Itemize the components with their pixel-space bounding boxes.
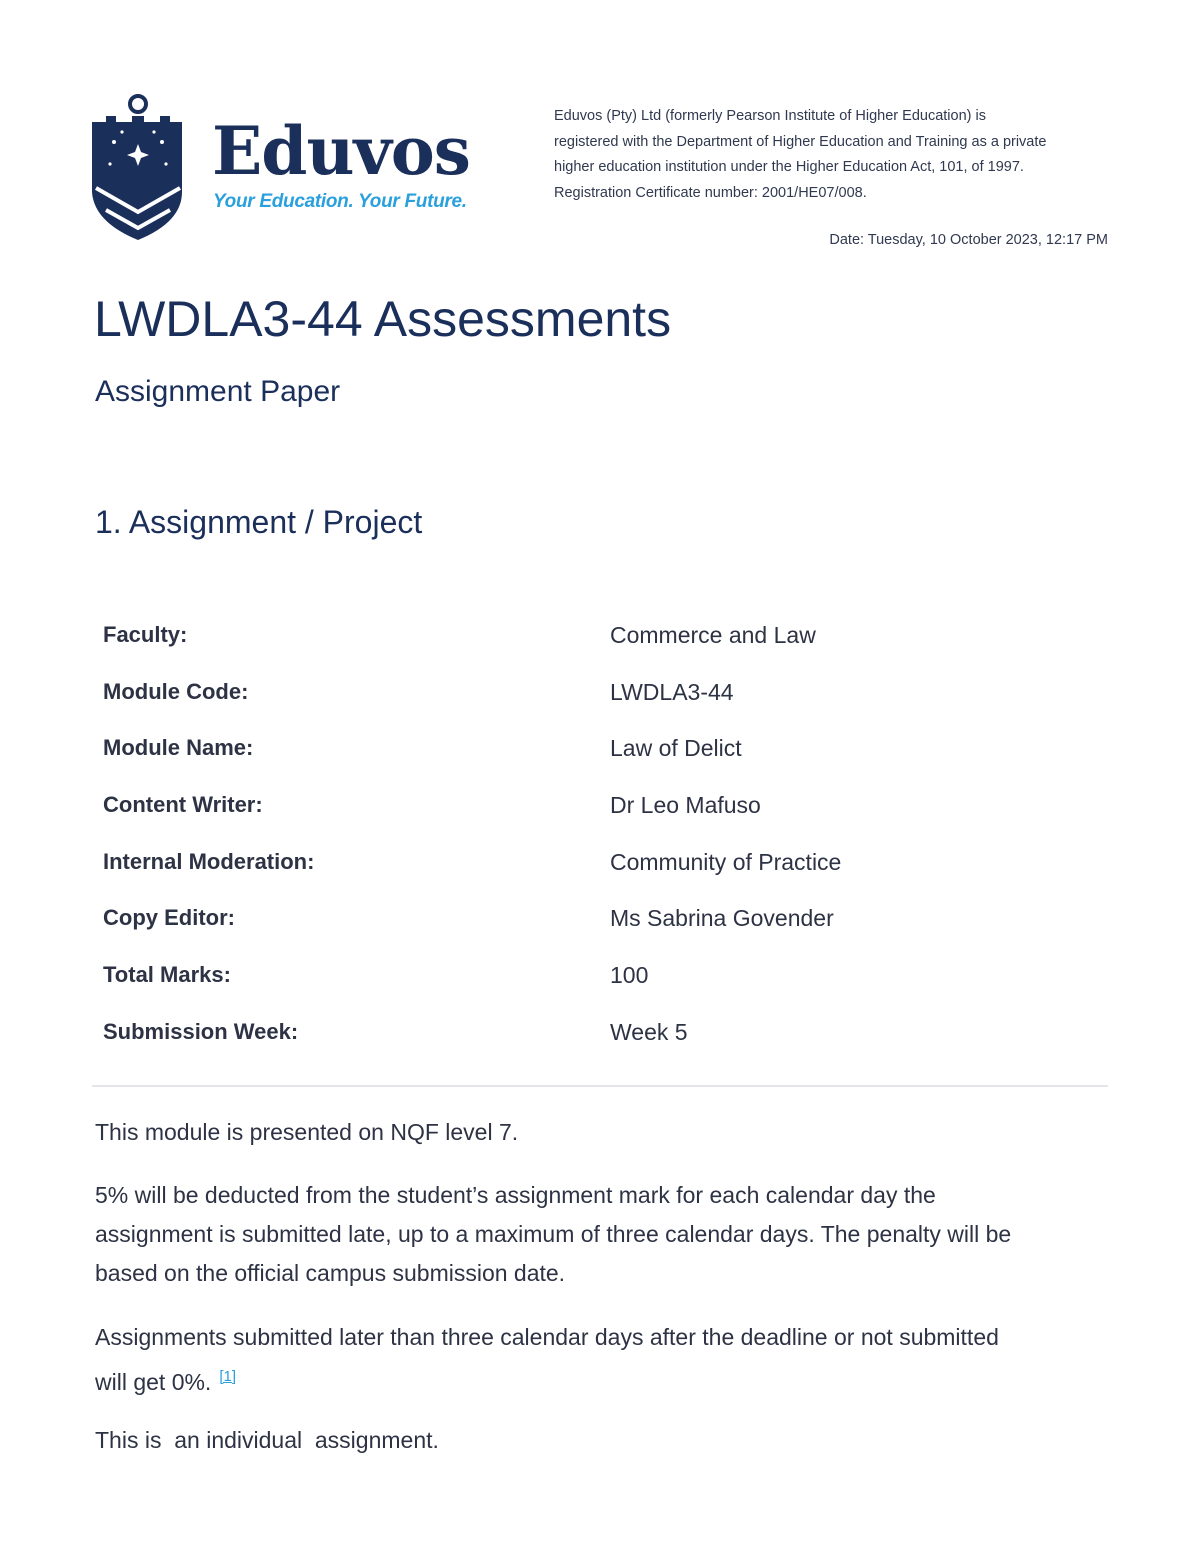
info-value: Ms Sabrina Govender — [610, 905, 834, 932]
info-row-submission-week — [103, 1015, 1103, 1072]
info-row-content-writer — [103, 788, 1103, 845]
document-date: Date: Tuesday, 10 October 2023, 12:17 PM — [829, 232, 1108, 248]
info-value: Week 5 — [610, 1018, 688, 1045]
late-line: will get 0%. — [95, 1369, 212, 1395]
info-label: Copy Editor: — [103, 905, 235, 931]
info-value: Commerce and Law — [610, 622, 816, 648]
page-title: LWDLA3-44 Assessments — [94, 291, 672, 347]
individual-paragraph — [95, 1421, 1105, 1460]
registration-line: Registration Certificate number: 2001/HE07/008. — [554, 184, 867, 201]
info-row-internal-moderation — [103, 845, 1103, 902]
penalty-paragraph — [95, 1176, 1105, 1293]
penalty-line: 5% will be deducted from the student’s assignment mark for each calendar day the — [95, 1182, 936, 1208]
info-value: Community of Practice — [610, 848, 842, 875]
info-row-copy-editor — [103, 901, 1103, 958]
registration-line: registered with the Department of Higher Education and Training as a private — [554, 133, 1047, 150]
late-submission-paragraph — [95, 1318, 1105, 1402]
brand-name: Eduvos — [212, 112, 470, 190]
info-row-total-marks — [103, 958, 1103, 1015]
divider — [92, 1085, 1108, 1087]
info-label: Content Writer: — [103, 792, 263, 818]
nqf-text: This module is presented on NQF level 7. — [95, 1119, 519, 1145]
info-value: Dr Leo Mafuso — [610, 792, 761, 819]
penalty-line: assignment is submitted late, up to a maximum of three calendar days. The penalty will be — [95, 1221, 1012, 1247]
info-value: LWDLA3-44 — [610, 678, 734, 705]
penalty-line: based on the official campus submission date. — [95, 1260, 566, 1286]
registration-line: higher education institution under the Higher Education Act, 101, of 1997. — [554, 159, 1024, 175]
nqf-paragraph — [95, 1113, 1105, 1152]
individual-text: This is an individual assignment. — [95, 1427, 439, 1453]
registration-line: Eduvos (Pty) Ltd (formerly Pearson Institute of Higher Education) is — [554, 108, 986, 124]
eduvos-logo — [92, 92, 492, 242]
registration-note — [554, 104, 1114, 206]
info-label: Faculty: — [103, 622, 188, 647]
info-label: Total Marks: — [103, 962, 231, 988]
section-heading: 1. Assignment / Project — [95, 504, 423, 540]
info-row-faculty — [103, 618, 1103, 675]
info-label: Module Name: — [103, 735, 254, 761]
module-info-table — [103, 618, 1103, 1072]
brand-tagline: Your Education. Your Future. — [213, 191, 467, 212]
eduvos-crest-icon — [92, 92, 184, 242]
footnote-link[interactable]: [1] — [219, 1368, 237, 1385]
info-row-module-name — [103, 731, 1103, 788]
info-label: Internal Moderation: — [103, 848, 315, 874]
info-label: Module Code: — [103, 678, 249, 704]
late-line: Assignments submitted later than three calendar days after the deadline or not submitted — [95, 1324, 999, 1350]
info-value: Law of Delict — [610, 735, 742, 762]
info-row-module-code — [103, 675, 1103, 732]
info-label: Submission Week: — [103, 1018, 299, 1044]
page-subtitle: Assignment Paper — [95, 375, 341, 408]
info-value: 100 — [610, 962, 649, 989]
